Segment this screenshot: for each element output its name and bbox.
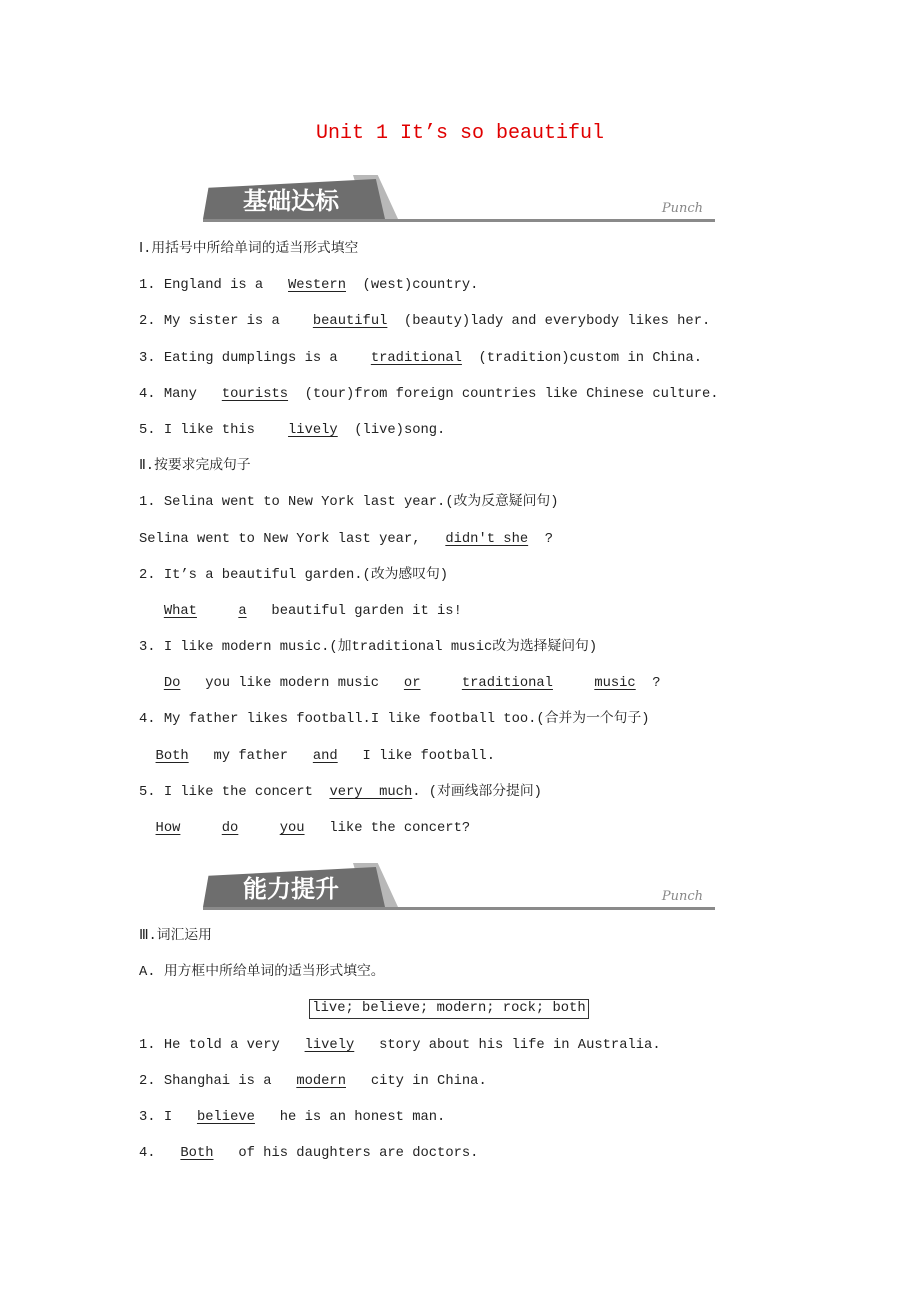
- section-tag: Punch: [661, 889, 703, 904]
- exercise-line: [139, 1028, 759, 1064]
- text: I like football.: [354, 748, 495, 764]
- text: . (对画线部分提问): [412, 784, 542, 800]
- divider: [203, 219, 715, 222]
- answer-blank: didn't she: [445, 531, 529, 547]
- text: 2. It’s a beautiful garden.(改为感叹句): [139, 567, 449, 583]
- answer-blank: Western: [288, 278, 346, 294]
- text: my father: [205, 748, 297, 764]
- exercise-line: [139, 955, 759, 991]
- answer-blank: Do: [163, 676, 181, 692]
- text: Ⅱ.按要求完成句子: [139, 459, 251, 475]
- answer-blank: lively: [288, 422, 338, 438]
- exercise-line: [139, 558, 759, 594]
- exercise-line: [139, 449, 759, 485]
- exercise-line: [139, 232, 759, 268]
- answer-blank: traditional: [461, 676, 553, 692]
- section-tag: Punch: [661, 201, 703, 216]
- text: 2. Shanghai is a: [139, 1073, 280, 1089]
- answer-blank: do: [221, 821, 239, 836]
- text: 4. My father likes football.I like football too.(合并为一个句子): [139, 712, 650, 728]
- text: [197, 821, 205, 836]
- text: Ⅰ.用括号中所给单词的适当形式填空: [139, 242, 359, 257]
- exercise-line: [139, 522, 759, 558]
- exercise-line: [139, 1136, 759, 1172]
- text: he is an honest man.: [271, 1109, 446, 1125]
- exercise-line: [139, 1100, 759, 1136]
- section-banner-advanced: [203, 856, 715, 910]
- answer-blank: you: [279, 821, 305, 836]
- answer-blank: lively: [304, 1037, 355, 1053]
- answer-blank: music: [594, 676, 636, 692]
- answer-blank: Both: [155, 748, 189, 764]
- answer-blank: traditional: [370, 350, 462, 366]
- underlined-text: very much: [329, 784, 413, 800]
- text: like the concert?: [321, 821, 471, 836]
- exercise-line: [139, 630, 759, 666]
- text: (west)country.: [362, 278, 479, 294]
- exercise-block-1: [139, 232, 759, 847]
- answer-blank: modern: [296, 1073, 346, 1089]
- divider: [203, 907, 715, 910]
- exercise-line: [139, 341, 759, 377]
- text: [255, 821, 263, 836]
- text: (live)song.: [354, 422, 446, 438]
- text: ?: [544, 531, 553, 547]
- answer-blank: beautiful: [312, 314, 388, 330]
- exercise-line: [139, 991, 759, 1027]
- text: 4.: [139, 1146, 164, 1162]
- text: ?: [652, 676, 661, 692]
- text: 3. Eating dumplings is a: [139, 350, 355, 366]
- section-banner-basic: [203, 168, 715, 222]
- exercise-line: [139, 702, 759, 738]
- exercise-line: [139, 739, 759, 775]
- text: [569, 676, 577, 691]
- text: 1. Selina went to New York last year.(改为反意疑问句): [139, 495, 559, 511]
- exercise-line: [139, 304, 759, 340]
- section-label: 基础达标: [243, 187, 339, 215]
- word-box: live; believe; modern; rock; both: [309, 999, 588, 1019]
- text: (tradition)custom in China.: [478, 350, 702, 366]
- text: 2. My sister is a: [139, 314, 297, 330]
- text: 1. He told a very: [139, 1037, 289, 1053]
- text: story about his life in Australia.: [370, 1037, 661, 1053]
- section-label: 能力提升: [243, 875, 339, 903]
- text: A. 用方框中所给单词的适当形式填空。: [139, 965, 385, 981]
- exercise-line: [139, 1064, 759, 1100]
- text: 5. I like this: [139, 422, 272, 438]
- text: Selina went to New York last year,: [139, 531, 429, 547]
- text: beautiful garden it is!: [263, 603, 462, 619]
- exercise-line: [139, 775, 759, 811]
- exercise-line: [139, 594, 759, 630]
- exercise-line: [139, 268, 759, 304]
- exercise-line: [139, 811, 759, 847]
- text: city in China.: [362, 1073, 487, 1089]
- text: (tour)from foreign countries like Chinese culture.: [304, 386, 719, 402]
- answer-blank: believe: [196, 1109, 255, 1125]
- text: 3. I like modern music.(加traditional music改为选择疑问句): [139, 640, 598, 656]
- exercise-block-2: [139, 919, 759, 1172]
- answer-blank: a: [238, 603, 247, 619]
- text: you like modern music: [196, 676, 388, 692]
- answer-blank: tourists: [221, 386, 289, 402]
- text: Ⅲ.词汇运用: [139, 929, 212, 944]
- exercise-line: [139, 413, 759, 449]
- text: of his daughters are doctors.: [230, 1146, 479, 1162]
- answer-blank: Both: [180, 1146, 214, 1162]
- page-title: Unit 1 It’s so beautiful: [315, 122, 605, 145]
- exercise-line: [139, 666, 759, 702]
- answer-blank: How: [155, 821, 181, 836]
- answer-blank: and: [312, 748, 338, 764]
- text: 1. England is a: [139, 278, 272, 294]
- text: 3. I: [139, 1109, 181, 1125]
- answer-blank: or: [403, 676, 421, 692]
- text: [214, 604, 222, 619]
- text: 5. I like the concert: [139, 784, 330, 800]
- text: (beauty)lady and everybody likes her.: [403, 314, 711, 330]
- text: 4. Many: [139, 386, 206, 402]
- exercise-line: [139, 919, 759, 955]
- exercise-line: [139, 377, 759, 413]
- answer-blank: What: [163, 603, 197, 619]
- exercise-line: [139, 485, 759, 521]
